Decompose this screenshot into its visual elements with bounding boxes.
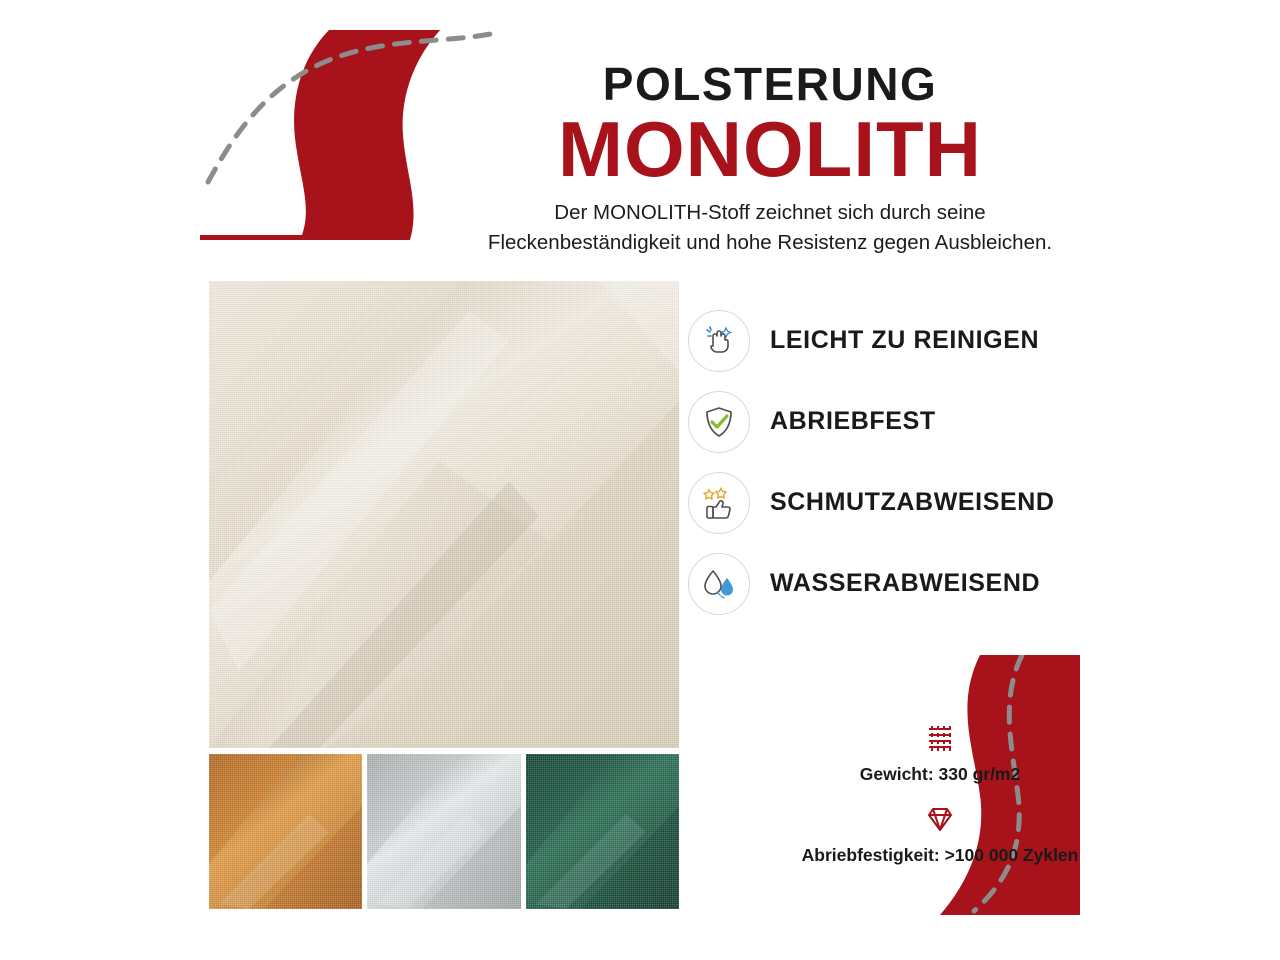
- spec-text: Abriebfestigkeit: >100 000 Zyklen: [801, 845, 1079, 865]
- spec-list: [700, 718, 1180, 880]
- feature-label: LEICHT ZU REINIGEN: [770, 326, 1040, 354]
- feature-label: SCHMUTZABWEISEND: [770, 488, 1055, 516]
- fabric-grain-texture: [526, 754, 679, 909]
- feature-label: ABRIEBFEST: [770, 407, 936, 435]
- fabric-grain-texture: [209, 281, 679, 748]
- diamond-icon: [700, 799, 1180, 841]
- feature-item-water-repellent: [688, 543, 1208, 624]
- fabric-swatch-grey[interactable]: [367, 754, 520, 909]
- fabric-swatch-orange[interactable]: [209, 754, 362, 909]
- fabric-swatch-beige: [209, 281, 679, 748]
- feature-label: WASSERABWEISEND: [770, 569, 1041, 597]
- fabric-weave-icon: [700, 718, 1180, 760]
- fabric-swatch-green[interactable]: [526, 754, 679, 909]
- feature-list: [688, 300, 1208, 624]
- spec-text: Gewicht: 330 gr/m2: [859, 764, 1021, 784]
- spec-item-weight: [700, 718, 1180, 785]
- feature-item-dirt-repellent: [688, 462, 1208, 543]
- feature-item-abrasion-resistant: [688, 381, 1208, 462]
- hand-wipe-clean-icon: [688, 310, 750, 372]
- fabric-grain-texture: [367, 754, 520, 909]
- page-subtitle: Der MONOLITH-Stoff zeichnet sich durch seine Fleckenbeständigkeit und hohe Resistenz gegen Ausbleichen.: [487, 201, 1053, 255]
- page-kicker: POLSTERUNG: [602, 58, 938, 110]
- thumbs-up-stars-icon: [688, 472, 750, 534]
- water-drops-icon: [688, 553, 750, 615]
- fabric-grain-texture: [209, 754, 362, 909]
- feature-item-easy-clean: [688, 300, 1208, 381]
- spec-item-abrasion: [700, 799, 1180, 866]
- page-title: MONOLITH: [558, 105, 982, 194]
- color-variant-swatches: [209, 754, 679, 909]
- shield-check-icon: [688, 391, 750, 453]
- header: [430, 60, 1110, 258]
